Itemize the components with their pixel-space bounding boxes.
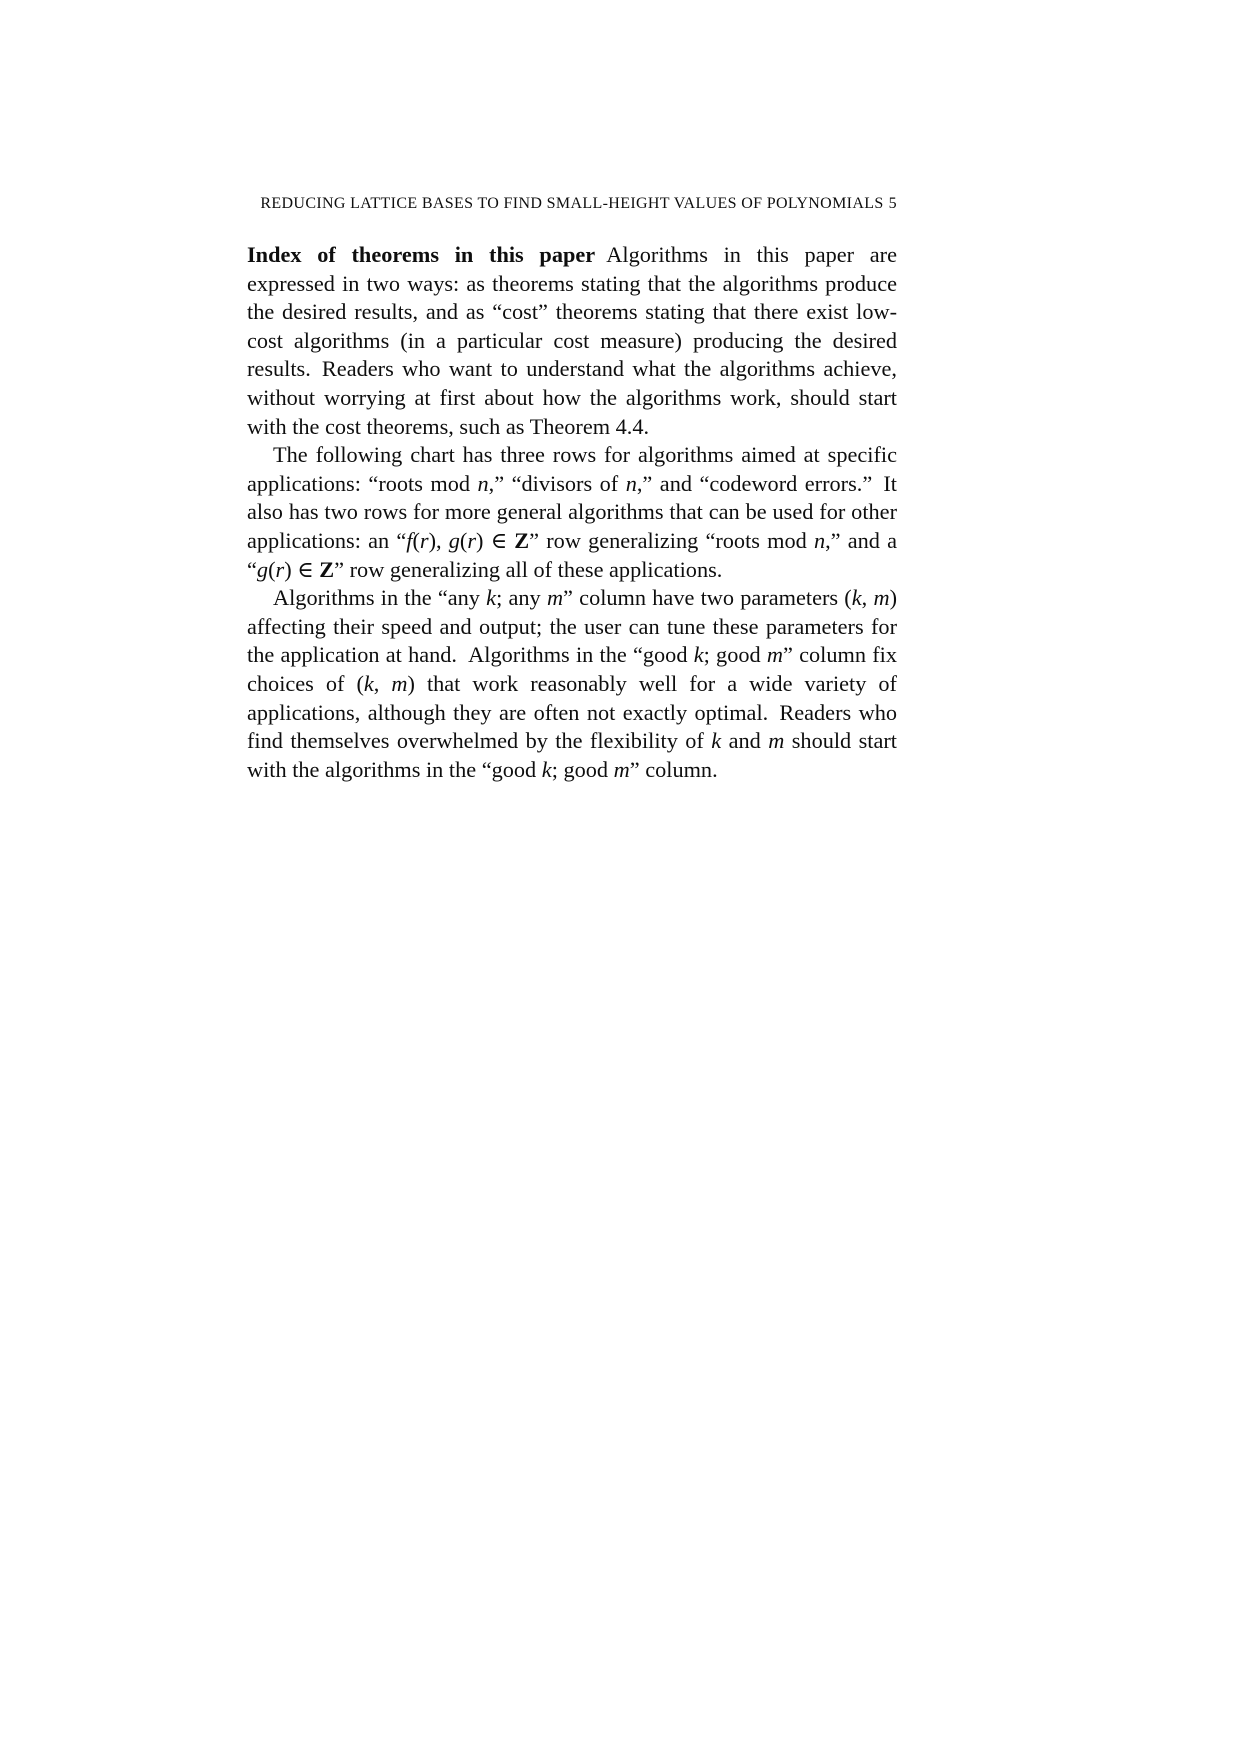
text-segment: , [373, 670, 392, 696]
text-segment: ; good [551, 756, 614, 782]
text-segment: ” column fix choices of ( [247, 642, 897, 696]
text-segment: g [448, 527, 460, 553]
text-segment: ( [459, 527, 468, 553]
text-segment: r [275, 556, 285, 582]
text-segment: k [363, 670, 374, 696]
page-number: 5 [888, 195, 897, 212]
text-segment: ) that work reasonably well for a wide variety of applications, although they are often not exactly optimal. Readers who find themselves overwhelmed by the flexibility of [247, 670, 897, 754]
running-title: REDUCING LATTICE BASES TO FIND SMALL-HEIGHT VALUES OF POLYNOMIALS [260, 195, 884, 212]
text-segment: ,” “divisors of [488, 470, 626, 496]
text-segment: k [711, 728, 722, 754]
text-segment: Algorithms in the “any [273, 585, 487, 611]
text-segment: ( [268, 556, 276, 582]
text-segment: k [486, 585, 497, 611]
text-segment: f [406, 527, 413, 553]
text-segment: ,” and “codeword errors.” It also has two rows for more general algorithms that can be used for other applications: an “ [247, 470, 898, 553]
text-segment: , [861, 585, 874, 611]
text-segment: Z [514, 527, 530, 553]
text-segment: m [873, 585, 890, 611]
text-segment: Algorithms in this paper are expressed in two ways: as theorems stating that the algorithms produce the desired results, and as “cost” theorems stating that there exist low-cost algorithms (in a particular cost measure) producing the desired results. Readers who want to understand what the algorithms achieve, without worrying at first about how the algorithms work, should start with the cost theorems, such as Theorem 4.4. [247, 242, 897, 439]
running-header [247, 195, 897, 215]
paragraph-columns-parameters [247, 584, 897, 784]
text-segment: k [541, 756, 552, 782]
text-segment: g [256, 556, 269, 582]
text-segment: ,” and a “ [247, 527, 897, 582]
text-segment: Z [319, 556, 335, 582]
body-text [247, 241, 897, 784]
text-segment: m [613, 756, 630, 782]
paragraph-chart-rows [247, 441, 897, 584]
text-segment: ” row generalizing all of these applications. [334, 556, 723, 582]
text-segment: r [419, 527, 429, 553]
text-segment: ) affecting their speed and output; the user can tune these parameters for the application at hand. Algorithms in the “good [247, 585, 897, 668]
text-segment: n [625, 470, 637, 496]
text-column [247, 195, 897, 784]
text-segment: Index of theorems in this paper [247, 242, 596, 267]
text-segment: should start with the algorithms in the “good [247, 728, 898, 782]
text-segment: m [766, 642, 783, 668]
text-segment: m [768, 728, 785, 754]
text-segment: n [813, 527, 826, 553]
text-segment: r [467, 527, 477, 553]
text-segment: ), [428, 527, 449, 553]
text-segment: k [851, 585, 862, 611]
paragraph-index-of-theorems [247, 241, 897, 441]
text-segment: ) ∈ [284, 556, 320, 582]
text-segment: m [391, 670, 408, 696]
text-segment: ( [412, 527, 420, 553]
text-segment: ” column. [629, 756, 718, 782]
text-segment: ” row generalizing “roots mod [529, 527, 814, 553]
text-segment: and [721, 728, 769, 754]
text-segment: n [477, 470, 489, 496]
text-segment: k [693, 642, 704, 668]
text-segment: ; good [703, 642, 767, 668]
text-segment: ; any [496, 585, 547, 611]
text-segment: ” column have two parameters ( [563, 585, 852, 611]
text-segment: The following chart has three rows for algorithms aimed at specific applications: “roots mod [247, 442, 897, 496]
text-segment: m [546, 585, 564, 611]
text-segment: ) ∈ [476, 527, 515, 553]
